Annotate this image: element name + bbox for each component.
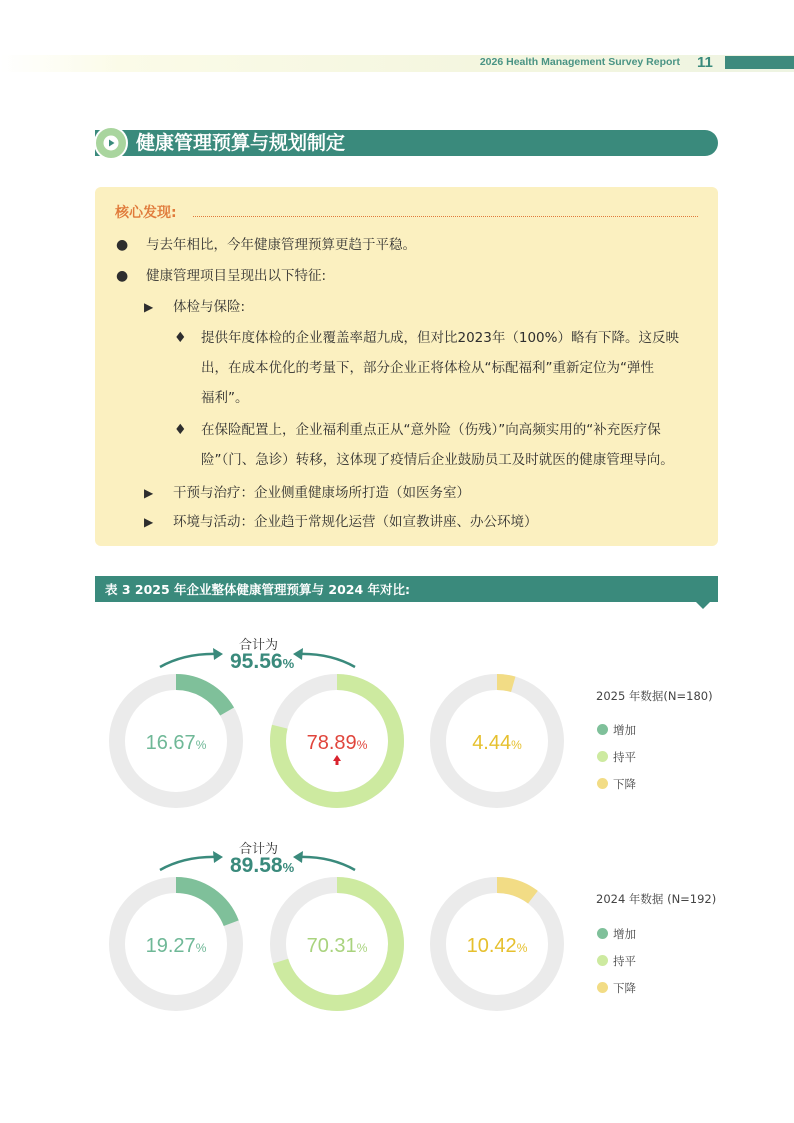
donut-value-label: 19.27% <box>145 935 207 957</box>
legend-title-2025: 2025 年数据(N=180) <box>596 689 713 703</box>
arrowhead-icon <box>293 851 303 863</box>
finding-line: 与去年相比，今年健康管理预算更趋于平稳。 <box>146 237 416 253</box>
donut-segment-decrease <box>497 885 533 897</box>
legend-label-flat: 持平 <box>613 954 636 968</box>
bullet-diamond: ♦ <box>174 330 187 346</box>
legend-label-increase: 增加 <box>613 723 636 737</box>
legend-label-flat: 持平 <box>613 750 636 764</box>
donut-segment-increase <box>176 885 231 923</box>
bullet-triangle: ▶ <box>144 300 154 314</box>
bullet-diamond: ♦ <box>174 422 187 438</box>
section-title: 健康管理预算与规划制定 <box>136 132 346 154</box>
finding-line: 出，在成本优化的考量下，部分企业正将体检从“标配福利”重新定位为“弹性 <box>201 360 654 376</box>
curved-arrow-right <box>298 654 355 667</box>
up-arrow-icon <box>333 755 341 765</box>
donut-value-label: 4.44% <box>472 732 522 754</box>
arrowhead-icon <box>293 648 303 660</box>
total-label-2025: 合计为 <box>239 638 279 653</box>
donut-value-label: 70.31% <box>306 935 368 957</box>
table-caption: 表 3 2025 年企业整体健康管理预算与 2024 年对比: <box>105 582 411 597</box>
curved-arrow-left <box>160 654 218 667</box>
page-number: 11 <box>697 54 713 71</box>
findings-label: 核心发现: <box>115 205 177 221</box>
finding-line: 干预与治疗：企业侧重健康场所打造（如医务室） <box>173 485 470 501</box>
total-value-2025: 95.56% <box>230 650 295 673</box>
bullet-circle: ● <box>116 237 129 253</box>
arrowhead-icon <box>213 648 223 660</box>
bullet-triangle: ▶ <box>144 515 154 529</box>
arrowhead-icon <box>213 851 223 863</box>
finding-line: 在保险配置上，企业福利重点正从“意外险（伤残）”向高频实用的“补充医疗保 <box>201 422 661 438</box>
curved-arrow-right <box>298 857 355 870</box>
legend-label-decrease: 下降 <box>613 777 636 791</box>
donut-value-label: 10.42% <box>466 935 528 957</box>
donut-value-label: 16.67% <box>145 732 207 754</box>
finding-line: 提供年度体检的企业覆盖率超九成，但对比2023年（100%）略有下降。这反映 <box>201 330 679 346</box>
finding-line: 体检与保险: <box>173 299 246 315</box>
donut-segment-increase <box>176 682 227 712</box>
report-title: 2026 Health Management Survey Report <box>479 56 680 68</box>
curved-arrow-left <box>160 857 218 870</box>
total-label-2024: 合计为 <box>239 842 279 857</box>
bullet-triangle: ▶ <box>144 486 154 500</box>
finding-line: 环境与活动：企业趋于常规化运营（如宣教讲座、办公环境） <box>173 514 538 530</box>
legend-label-increase: 增加 <box>613 927 636 941</box>
finding-line: 健康管理项目呈现出以下特征: <box>146 268 327 284</box>
donut-value-label: 78.89% <box>306 732 368 754</box>
legend-title-2024: 2024 年数据 (N=192) <box>596 892 717 906</box>
bullet-circle: ● <box>116 268 129 284</box>
legend-label-decrease: 下降 <box>613 981 636 995</box>
donut-segment-decrease <box>497 682 513 684</box>
finding-line: 险”（门、急诊）转移，这体现了疫情后企业鼓励员工及时就医的健康管理导向。 <box>201 452 674 468</box>
total-value-2024: 89.58% <box>230 854 295 877</box>
finding-line: 福利”。 <box>201 390 249 406</box>
